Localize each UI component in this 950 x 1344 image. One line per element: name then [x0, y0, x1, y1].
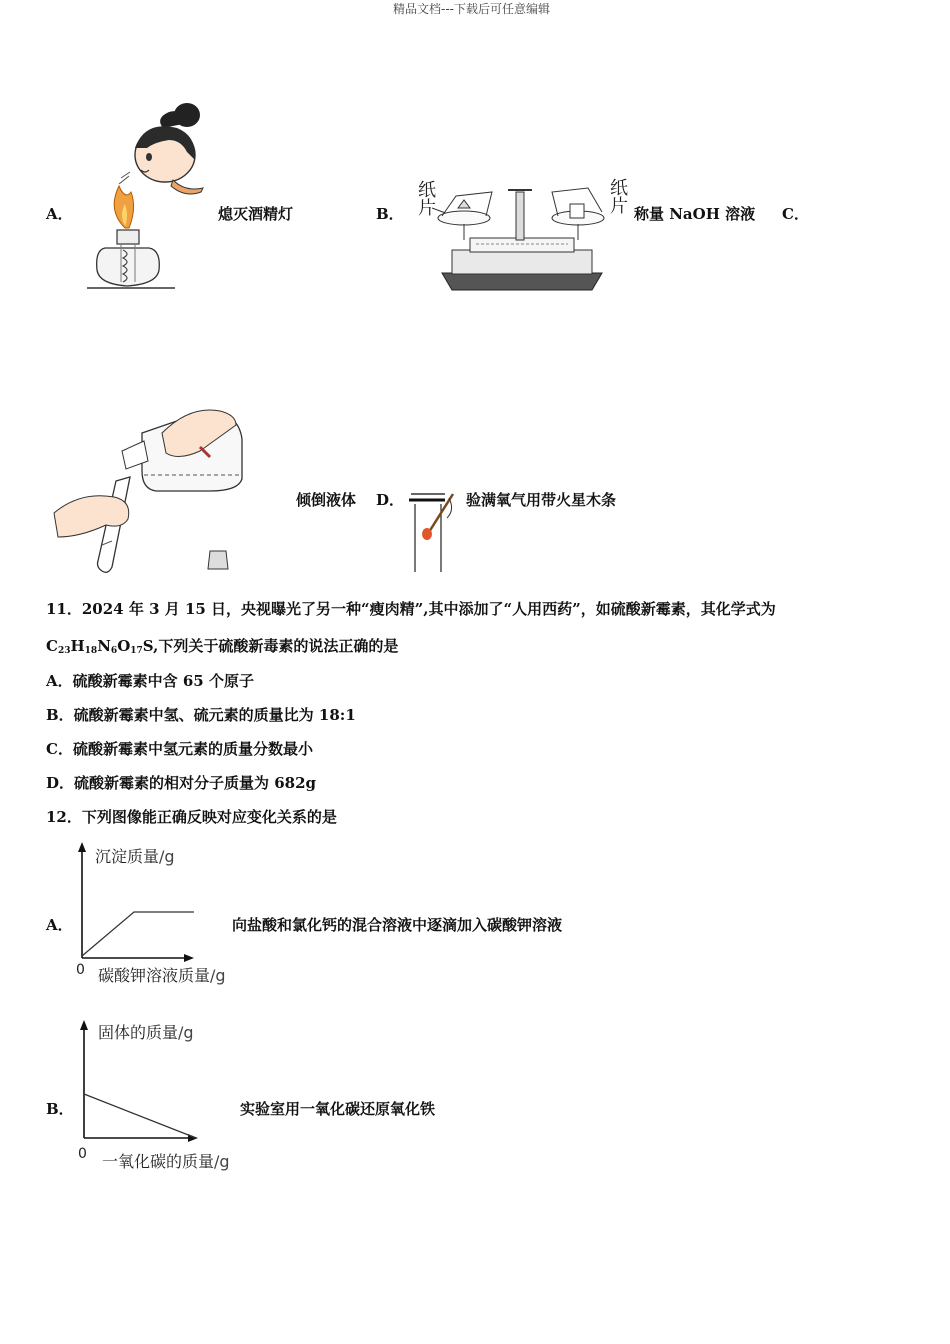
q12-option-b-letter: B． — [46, 1100, 74, 1118]
paper-label-right: 纸片 — [607, 178, 628, 214]
formula-h-sub: 18 — [84, 646, 98, 656]
option-d-text: 验满氧气用带火星木条 — [466, 491, 617, 509]
formula-c: C — [46, 637, 58, 655]
page-header: 精品文档---下载后可任意编辑 — [393, 2, 550, 16]
q12-option-a-desc: 向盐酸和氯化钙的混合溶液中逐滴加入碳酸钾溶液 — [232, 916, 563, 934]
graph-a-xlabel — [98, 963, 226, 986]
q11-option-b: B．硫酸新霉素中氢、硫元素的质量比为 18:1 — [46, 706, 356, 724]
graph-a-origin: 0 — [76, 962, 85, 978]
pouring-liquid-illustration — [50, 405, 250, 577]
q12-option-a-letter: A． — [46, 916, 73, 934]
option-a-text: 熄灭酒精灯 — [218, 205, 294, 223]
graph-b-xlabel-text: 一氧化碳的质量 — [102, 1152, 215, 1171]
graph-a-ylabel-text: 沉淀质量 — [95, 847, 160, 866]
graph-b-origin: 0 — [78, 1146, 87, 1162]
graph-a-xlabel-unit: /g — [210, 966, 226, 985]
graph-b-y-arrow — [80, 1020, 88, 1030]
q12-stem: 12．下列图像能正确反映对应变化关系的是 — [46, 808, 337, 826]
formula-c-sub: 23 — [57, 646, 71, 656]
graph-a-ylabel-unit: /g — [159, 847, 175, 866]
option-b-letter: B． — [376, 205, 404, 223]
formula-o: O — [117, 637, 131, 655]
formula-h: H — [70, 637, 85, 655]
graph-b-ylabel-text: 固体的质量 — [98, 1023, 179, 1042]
alcohol-lamp-illustration — [85, 100, 215, 292]
graph-b-ylabel — [98, 1020, 194, 1043]
formula-s: S — [142, 637, 154, 655]
option-c-text: 倾倒液体 — [296, 491, 357, 509]
option-d-letter: D． — [376, 491, 405, 509]
graph-b-xlabel-unit: /g — [214, 1152, 230, 1171]
option-a-letter: A． — [46, 205, 73, 223]
balance-illustration — [412, 178, 632, 296]
option-c-letter: C． — [782, 205, 809, 223]
option-b-text: 称量 NaOH 溶液 — [634, 205, 756, 223]
q11-stem-line2-rest: ,下列关于硫酸新毒素的说法正确的是 — [153, 637, 399, 655]
graph-b-curve — [84, 1094, 196, 1138]
formula-n: N — [97, 637, 111, 655]
graph-a-xlabel-text: 碳酸钾溶液质量 — [98, 966, 211, 985]
q11-option-a: A．硫酸新霉素中含 65 个原子 — [46, 672, 254, 690]
q12-option-b-desc: 实验室用一氧化碳还原氧化铁 — [240, 1100, 436, 1118]
graph-a-x-arrow — [184, 954, 194, 962]
graph-b-ylabel-unit: /g — [178, 1023, 194, 1042]
graph-b-xlabel — [102, 1149, 230, 1172]
q11-option-c: C．硫酸新霉素中氢元素的质量分数最小 — [46, 740, 313, 758]
paper-label-left: 纸片 — [415, 180, 436, 216]
q11-stem-line2 — [46, 635, 398, 656]
q11-option-d: D．硫酸新霉素的相对分子质量为 682g — [46, 774, 317, 792]
graph-a-y-arrow — [78, 842, 86, 852]
graph-a-ylabel — [95, 844, 175, 867]
oxygen-test-illustration — [405, 488, 465, 574]
formula-o-sub: 17 — [130, 646, 143, 656]
q11-stem-line1: 11．2024 年 3 月 15 日，央视曝光了另一种“瘦肉精”,其中添加了“人用西药”，如硫酸新霉素，其化学式为 — [46, 600, 776, 618]
graph-a-curve — [82, 912, 194, 956]
formula-n-sub: 6 — [110, 646, 118, 656]
